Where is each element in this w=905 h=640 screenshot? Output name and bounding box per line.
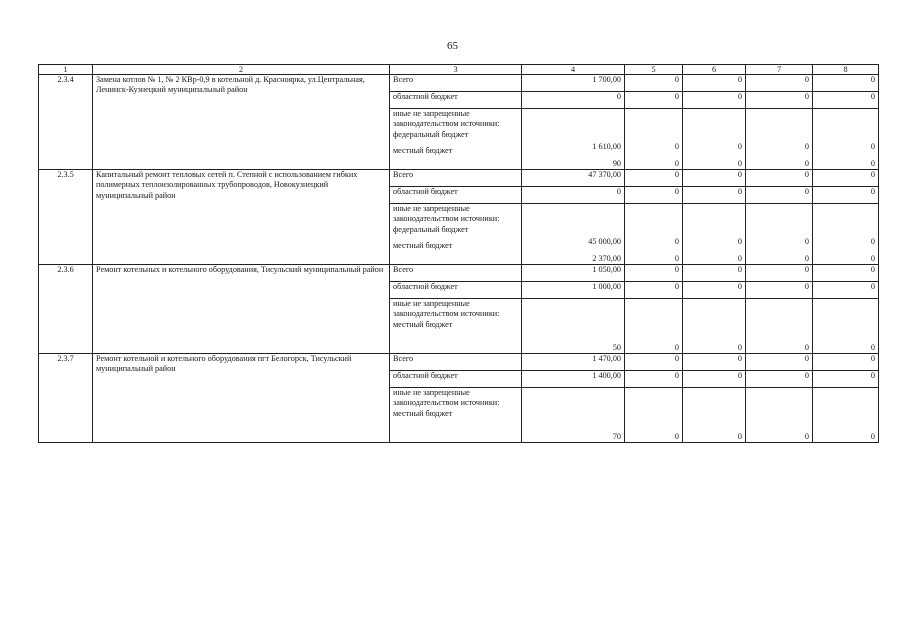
local-value: 0 xyxy=(674,253,679,263)
other-sources-values xyxy=(625,204,683,265)
other-sources-values xyxy=(813,204,879,265)
local-value: 90 xyxy=(612,158,621,168)
regional-value: 1 000,00 xyxy=(522,282,625,299)
total-value: 0 xyxy=(746,354,813,371)
federal-value: 0 xyxy=(737,237,742,247)
local-value: 0 xyxy=(870,253,875,263)
total-value: 0 xyxy=(625,265,683,282)
local-value: 2 370,00 xyxy=(592,253,621,263)
local-value: 0 xyxy=(804,431,809,441)
source-label-total: Всего xyxy=(390,75,522,92)
federal-value: 0 xyxy=(870,237,875,247)
local-value: 0 xyxy=(804,158,809,168)
regional-value: 0 xyxy=(683,282,746,299)
activity-row xyxy=(39,265,879,282)
federal-value: 0 xyxy=(674,237,679,247)
local-value: 0 xyxy=(737,342,742,352)
local-value: 0 xyxy=(737,158,742,168)
source-label-regional: областной бюджет xyxy=(390,92,522,109)
total-value: 0 xyxy=(683,354,746,371)
other-sources-values xyxy=(522,299,625,354)
total-value: 1 050,00 xyxy=(522,265,625,282)
total-value: 0 xyxy=(746,170,813,187)
activity-row xyxy=(39,170,879,187)
column-number: 5 xyxy=(625,65,683,75)
activity-row xyxy=(39,75,879,92)
activity-row xyxy=(39,354,879,371)
budget-table xyxy=(38,64,879,443)
column-number: 6 xyxy=(683,65,746,75)
other-sources-label: иные не запрещенные законодательством источники: xyxy=(393,299,500,319)
other-sources-values xyxy=(683,388,746,443)
total-value: 0 xyxy=(683,265,746,282)
column-number: 8 xyxy=(813,65,879,75)
total-value: 0 xyxy=(746,75,813,92)
federal-value: 0 xyxy=(674,142,679,152)
total-value: 0 xyxy=(683,75,746,92)
other-sources-values xyxy=(683,109,746,170)
federal-value: 45 000,00 xyxy=(588,237,621,247)
activity-code: 2.3.7 xyxy=(39,354,93,443)
federal-budget-label: федеральный бюджет xyxy=(393,224,469,234)
local-value: 50 xyxy=(612,342,621,352)
total-value: 0 xyxy=(683,170,746,187)
activity-name: Замена котлов № 1, № 2 КВр-0,9 в котельной д. Красноярка, ул.Центральная, Ленинск-Кузнецкий муниципальный район xyxy=(93,75,390,170)
other-sources-values xyxy=(746,388,813,443)
regional-value: 0 xyxy=(625,187,683,204)
regional-value: 0 xyxy=(625,282,683,299)
federal-value: 0 xyxy=(804,142,809,152)
local-value: 0 xyxy=(870,158,875,168)
other-sources-label: иные не запрещенные законодательством источники: xyxy=(393,204,500,224)
column-number: 2 xyxy=(93,65,390,75)
regional-value: 0 xyxy=(746,282,813,299)
local-value: 0 xyxy=(674,431,679,441)
other-sources-values xyxy=(746,299,813,354)
total-value: 47 370,00 xyxy=(522,170,625,187)
other-sources-values xyxy=(683,299,746,354)
source-label-other xyxy=(390,204,522,265)
federal-value: 0 xyxy=(804,237,809,247)
regional-value: 0 xyxy=(625,92,683,109)
source-label-other xyxy=(390,299,522,354)
other-sources-values xyxy=(746,204,813,265)
local-budget-label: местный бюджет xyxy=(393,146,453,156)
other-sources-values xyxy=(813,109,879,170)
total-value: 0 xyxy=(746,265,813,282)
total-value: 1 470,00 xyxy=(522,354,625,371)
source-label-total: Всего xyxy=(390,170,522,187)
local-value: 0 xyxy=(870,431,875,441)
activity-code: 2.3.4 xyxy=(39,75,93,170)
federal-value: 0 xyxy=(737,142,742,152)
other-sources-values xyxy=(813,388,879,443)
other-sources-values xyxy=(625,388,683,443)
page-number: 65 xyxy=(447,40,458,52)
regional-value: 0 xyxy=(813,282,879,299)
source-label-other xyxy=(390,388,522,443)
total-value: 0 xyxy=(813,354,879,371)
other-sources-values xyxy=(625,109,683,170)
federal-value: 1 610,00 xyxy=(592,142,621,152)
local-value: 0 xyxy=(870,342,875,352)
regional-value: 0 xyxy=(746,371,813,388)
local-value: 0 xyxy=(674,158,679,168)
total-value: 0 xyxy=(625,170,683,187)
other-sources-label: иные не запрещенные законодательством источники: xyxy=(393,388,500,408)
other-sources-values xyxy=(625,299,683,354)
other-sources-values xyxy=(746,109,813,170)
column-number: 3 xyxy=(390,65,522,75)
local-value: 0 xyxy=(737,431,742,441)
other-sources-values xyxy=(683,204,746,265)
regional-value: 0 xyxy=(625,371,683,388)
regional-value: 0 xyxy=(813,371,879,388)
regional-value: 0 xyxy=(813,92,879,109)
federal-value: 0 xyxy=(870,142,875,152)
other-sources-values xyxy=(813,299,879,354)
source-label-total: Всего xyxy=(390,265,522,282)
activity-name: Капитальный ремонт тепловых сетей п. Степной с использованием гибких полимерных теплоизолированных трубопроводов, Новокузнецкий муниципальный район xyxy=(93,170,390,265)
regional-value: 0 xyxy=(746,92,813,109)
local-value: 0 xyxy=(674,342,679,352)
regional-value: 0 xyxy=(683,371,746,388)
total-value: 0 xyxy=(813,75,879,92)
column-number: 7 xyxy=(746,65,813,75)
local-value: 0 xyxy=(737,253,742,263)
regional-value: 0 xyxy=(813,187,879,204)
regional-value: 0 xyxy=(746,187,813,204)
other-sources-values xyxy=(522,109,625,170)
regional-value: 0 xyxy=(522,187,625,204)
source-label-regional: областной бюджет xyxy=(390,282,522,299)
total-value: 1 700,00 xyxy=(522,75,625,92)
total-value: 0 xyxy=(813,265,879,282)
local-budget-label: местный бюджет xyxy=(393,241,453,251)
activity-name: Ремонт котельной и котельного оборудования пгт Белогорск, Тисульский муниципальный район xyxy=(93,354,390,443)
total-value: 0 xyxy=(625,354,683,371)
total-value: 0 xyxy=(813,170,879,187)
local-value: 70 xyxy=(612,431,621,441)
local-budget-label: местный бюджет xyxy=(393,319,453,329)
source-label-regional: областной бюджет xyxy=(390,371,522,388)
local-value: 0 xyxy=(804,253,809,263)
column-number: 4 xyxy=(522,65,625,75)
other-sources-label: иные не запрещенные законодательством источники: xyxy=(393,109,500,129)
other-sources-values xyxy=(522,204,625,265)
regional-value: 0 xyxy=(683,92,746,109)
column-number: 1 xyxy=(39,65,93,75)
source-label-other xyxy=(390,109,522,170)
column-number-row xyxy=(39,65,879,75)
total-value: 0 xyxy=(625,75,683,92)
regional-value: 1 400,00 xyxy=(522,371,625,388)
regional-value: 0 xyxy=(683,187,746,204)
regional-value: 0 xyxy=(522,92,625,109)
other-sources-values xyxy=(522,388,625,443)
activity-code: 2.3.5 xyxy=(39,170,93,265)
federal-budget-label: федеральный бюджет xyxy=(393,129,469,139)
source-label-regional: областной бюджет xyxy=(390,187,522,204)
source-label-total: Всего xyxy=(390,354,522,371)
local-value: 0 xyxy=(804,342,809,352)
activity-name: Ремонт котельных и котельного оборудования, Тисульский муниципальный район xyxy=(93,265,390,354)
local-budget-label: местный бюджет xyxy=(393,408,453,418)
activity-code: 2.3.6 xyxy=(39,265,93,354)
